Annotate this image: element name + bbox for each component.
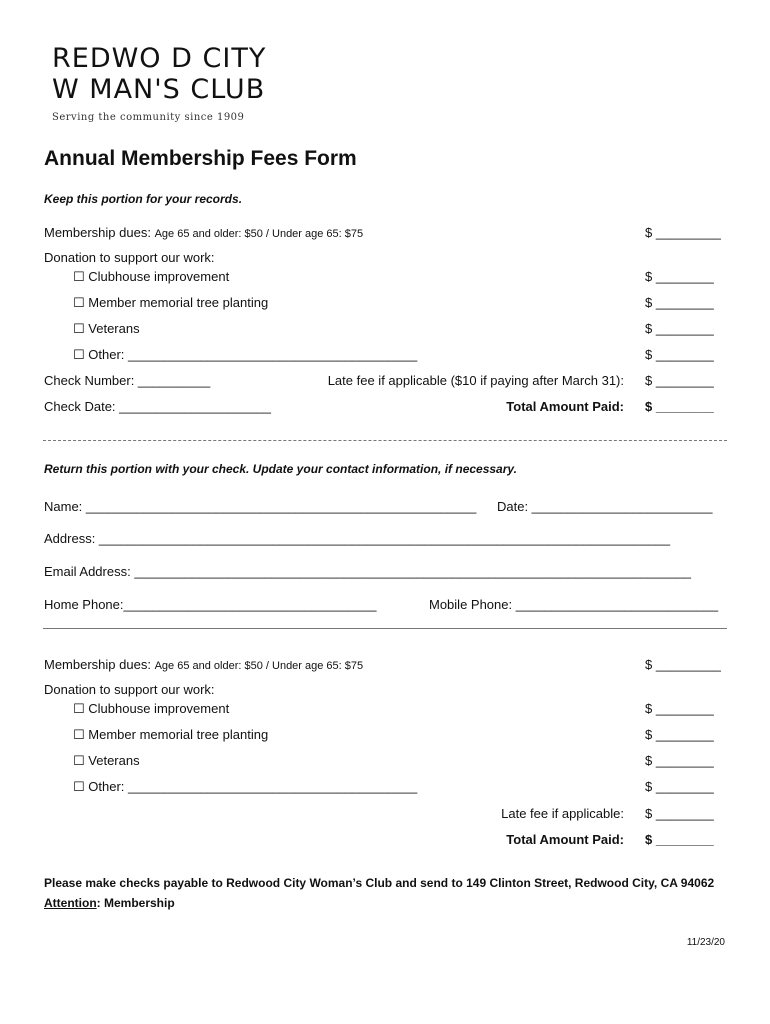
checkbox-tree-planting[interactable]: ☐ (73, 295, 85, 310)
dues-label: Membership dues: (44, 225, 151, 240)
donation-item-label[interactable]: Other: ________________________________________ (88, 347, 418, 362)
checkbox-other[interactable]: ☐ (73, 347, 85, 362)
amount-field[interactable]: $ ________ (645, 321, 714, 336)
check-number-field[interactable]: Check Number: __________ (44, 373, 211, 388)
checkbox-other[interactable]: ☐ (73, 779, 85, 794)
donation-item (73, 779, 417, 795)
dues-row (44, 657, 363, 672)
late-fee-label: Late fee if applicable ($10 if paying after March 31): (327, 373, 624, 388)
late-fee-amount-field[interactable]: $ ________ (645, 806, 714, 821)
logo-tagline: Serving the community since 1909 (52, 112, 245, 123)
amount-field[interactable]: $ ________ (645, 779, 714, 794)
total-amount-field[interactable]: $ ________ (645, 832, 714, 847)
payable-note: Please make checks payable to Redwood City Woman’s Club and send to 149 Clinton Street, Redwood City, CA 94062 (44, 876, 715, 890)
donation-item-label: Clubhouse improvement (88, 701, 230, 716)
amount-field[interactable]: $ ________ (645, 753, 714, 768)
donation-item-label: Veterans (88, 321, 140, 336)
donation-label: Donation to support our work: (44, 682, 215, 697)
checkbox-veterans[interactable]: ☐ (73, 321, 85, 336)
donation-item (73, 295, 268, 311)
logo-line-1: REDWO D CITY (52, 43, 267, 74)
logo-line-2: W MAN'S CLUB (52, 74, 266, 105)
donation-item (73, 347, 417, 363)
donation-item-label[interactable]: Other: ________________________________________ (88, 779, 418, 794)
amount-field[interactable]: $ ________ (645, 269, 714, 284)
dues-label: Membership dues: (44, 657, 151, 672)
attention-value: : Membership (96, 896, 175, 910)
mobile-phone-field[interactable]: Mobile Phone: ____________________________ (429, 597, 719, 612)
amount-field[interactable]: $ ________ (645, 701, 714, 716)
dues-detail: Age 65 and older: $50 / Under age 65: $75 (154, 660, 364, 672)
dues-detail: Age 65 and older: $50 / Under age 65: $75 (154, 228, 364, 240)
cut-line (43, 440, 727, 441)
late-fee-amount-field[interactable]: $ ________ (645, 373, 714, 388)
dues-row (44, 225, 363, 240)
keep-note: Keep this portion for your records. (44, 192, 243, 206)
dues-amount-field[interactable]: $ _________ (645, 657, 721, 672)
checkbox-tree-planting[interactable]: ☐ (73, 727, 85, 742)
amount-field[interactable]: $ ________ (645, 347, 714, 362)
checkbox-clubhouse[interactable]: ☐ (73, 701, 85, 716)
section-divider (43, 628, 727, 629)
return-note: Return this portion with your check. Update your contact information, if necessary. (44, 462, 517, 476)
donation-item (73, 269, 229, 285)
attention-line (44, 896, 175, 910)
donation-item-label: Member memorial tree planting (88, 295, 269, 310)
checkbox-clubhouse[interactable]: ☐ (73, 269, 85, 284)
donation-item (73, 321, 140, 337)
checkbox-veterans[interactable]: ☐ (73, 753, 85, 768)
form-title: Annual Membership Fees Form (44, 147, 357, 170)
name-field[interactable]: Name: ______________________________________________________ (44, 499, 477, 514)
donation-item (73, 701, 229, 717)
donation-item (73, 753, 140, 769)
donation-item-label: Veterans (88, 753, 140, 768)
total-label: Total Amount Paid: (506, 832, 624, 847)
donation-item (73, 727, 268, 743)
total-label: Total Amount Paid: (506, 399, 624, 414)
donation-label: Donation to support our work: (44, 250, 215, 265)
amount-field[interactable]: $ ________ (645, 727, 714, 742)
amount-field[interactable]: $ ________ (645, 295, 714, 310)
date-field[interactable]: Date: _________________________ (497, 499, 713, 514)
attention-label: Attention (44, 896, 97, 910)
late-fee-label: Late fee if applicable: (501, 806, 624, 821)
address-field[interactable]: Address: _______________________________________________________________________________ (44, 531, 671, 546)
revision-date: 11/23/20 (686, 937, 725, 948)
donation-item-label: Clubhouse improvement (88, 269, 230, 284)
dues-amount-field[interactable]: $ _________ (645, 225, 721, 240)
total-amount-field[interactable]: $ ________ (645, 399, 714, 414)
check-date-field[interactable]: Check Date: _____________________ (44, 399, 271, 414)
email-field[interactable]: Email Address: _____________________________________________________________________________ (44, 564, 692, 579)
donation-item-label: Member memorial tree planting (88, 727, 269, 742)
home-phone-field[interactable]: Home Phone:___________________________________ (44, 597, 377, 612)
